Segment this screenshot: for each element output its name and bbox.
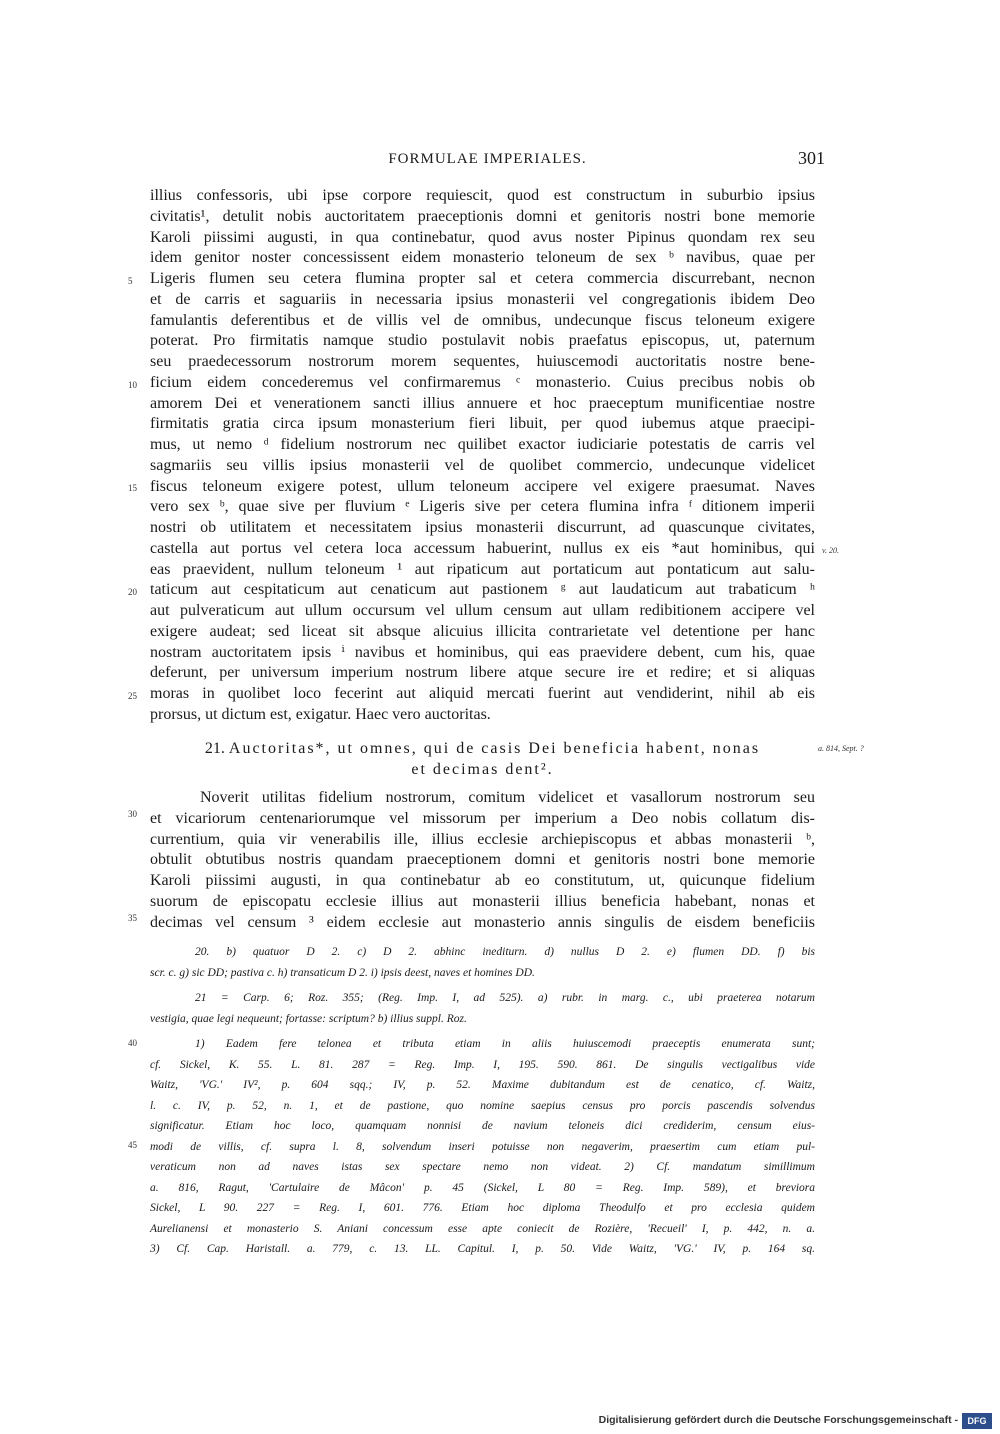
text-line: currentium, quia vir venerabilis ille, illius ecclesie archiepiscopus et abbas monasterii ᵇ, xyxy=(150,830,815,848)
footnote-line: a. 816, Ragut, 'Cartulaire de Mâcon' p. 45 (Sickel, L 80 = Reg. Imp. 589), et breviora xyxy=(150,1181,815,1194)
footnote-line: 3) Cf. Cap. Haristall. a. 779, c. 13. LL. Capitul. I, p. 50. Vide Waitz, 'VG.' IV, p. 164 sq. xyxy=(150,1243,815,1255)
text-line: mus, ut nemo ᵈ fidelium nostrorum nec quilibet exactor iudiciarie potestatis de carris vel xyxy=(150,436,815,453)
digitization-credit: Digitalisierung gefördert durch die Deutsche Forschungsgemeinschaft - xyxy=(598,1414,958,1426)
footnote-line: l. c. IV, p. 52, n. 1, et de pastione, quo nomine saepius census pro porcis pascendis solvendus xyxy=(150,1099,815,1112)
section-heading xyxy=(150,740,815,758)
text-line: castella aut portus vel cetera loca accessum habuerint, nullus ex eis *aut hominibus, qui xyxy=(150,539,815,557)
apparatus-20 xyxy=(150,942,815,983)
footnote-line: 1) Eadem fere telonea et tributa etiam in aliis huiuscemodi praeceptis enumerata sunt; xyxy=(195,1038,815,1050)
line-number: 40 xyxy=(128,1038,137,1048)
text-line: prorsus, ut dictum est, exigatur. Haec vero auctoritas. xyxy=(150,705,491,723)
text-line: Ligeris flumen seu cetera flumina propter sal et cetera commercia discurrebant, necnon xyxy=(150,270,815,287)
line-number: 25 xyxy=(128,691,137,701)
section-heading-line2: et decimas dent². xyxy=(411,761,554,778)
margin-date: a. 814, Sept. ? xyxy=(818,744,864,753)
section-heading-cont xyxy=(150,761,815,779)
text-line: suorum de episcopatu ecclesie illius aut monasterii illius beneficia habebant, nonas et xyxy=(150,892,815,910)
text-line: firmitatis gratia circa ipsum monasterium fieri libuit, per quod iubemus atque praecipi- xyxy=(150,415,815,433)
line-number: 5 xyxy=(128,276,133,286)
dfg-logo: DFG xyxy=(962,1413,992,1429)
text-line: seu praedecessorum nostrorum morem sequentes, huiuscemodi auctoritatis nostre bene- xyxy=(150,353,815,370)
footnote-line: Waitz, 'VG.' IV², p. 604 sqq.; IV, p. 52. Maxime dubitandum est de cenatico, cf. Waitz, xyxy=(150,1079,815,1091)
text-line: amorem Dei et venerationem sancti illius annuere et hoc praeceptum munificentiae nostre xyxy=(150,394,815,412)
section-heading-line1: Auctoritas*, ut omnes, qui de casis Dei beneficia habent, nonas xyxy=(228,740,761,757)
running-title: FORMULAE IMPERIALES. xyxy=(388,151,587,167)
line-number: 20 xyxy=(128,587,137,597)
text-line: fiscus teloneum exigere potest, ullum teloneum accipere vel exigere praesumat. Naves xyxy=(150,477,815,495)
text-line: nostri ob utilitatem et necessitatem ipsius monasterii discurrunt, ad quascunque civitates, xyxy=(150,519,815,536)
text-line: illius confessoris, ubi ipse corpore requiescit, quod est constructum in suburbio ipsius xyxy=(150,187,815,204)
line-number: 15 xyxy=(128,483,137,493)
text-line: ficium eidem concederemus vel confirmaremus ᶜ monasterio. Cuius precibus nobis ob xyxy=(150,373,815,391)
text-line: vero sex ᵇ, quae sive per fluvium ᵉ Ligeris sive per cetera flumina infra ᶠ ditionem imperii xyxy=(150,498,815,516)
text-line: Noverit utilitas fidelium nostrorum, comitum videlicet et vasallorum nostrorum seu xyxy=(200,789,815,806)
text-line: sagmariis seu villis ipsius monasterii vel de quolibet commercio, undecunque videlicet xyxy=(150,456,815,474)
apparatus-21 xyxy=(150,988,815,1029)
section-21-text xyxy=(150,788,815,933)
margin-reference: v. 20. xyxy=(822,546,839,555)
text-line: taticum aut cespitaticum aut cenaticum aut pastionem ᵍ aut laudaticum aut trabaticum ʰ xyxy=(150,581,815,599)
line-number: 35 xyxy=(128,913,137,923)
line-number: 10 xyxy=(128,380,137,390)
line-number: 45 xyxy=(128,1140,137,1150)
text-line: civitatis¹, detulit nobis auctoritatem praeceptionis domni et genitoris nostri bone memorie xyxy=(150,207,815,225)
text-line: nostram auctoritatem ipsis ⁱ navibus et hominibus, qui eas praevidere debent, cum his, quae xyxy=(150,643,815,661)
footnote-line: significatur. Etiam hoc loco, quamquam nonnisi de navium teloneis dici crediderim, censum eius- xyxy=(150,1120,815,1132)
text-line: Karoli piissimi augusti, in qua continebatur ab eo constitutum, ut, quicunque fidelium xyxy=(150,872,815,889)
line-number: 30 xyxy=(128,809,137,819)
text-line: moras in quolibet loco fecerint aut aliquid mercati fuerint aut vendiderint, nihil ab eis xyxy=(150,685,815,702)
text-line: decimas vel censum ³ eidem ecclesie aut monasterio annis singulis de eisdem beneficiis xyxy=(150,913,815,931)
text-line: famulantis deferentibus et de villis vel de omnibus, undecunque fiscus teloneum exigere xyxy=(150,311,815,329)
footnote-line: Sickel, L 90. 227 = Reg. I, 601. 776. Etiam hoc diploma Theodulfo et pro ecclesia quidem xyxy=(150,1202,815,1214)
text-line: idem genitor noster concessissent eidem monasterio teloneum de sex ᵇ navibus, quae per xyxy=(150,249,815,267)
page-header xyxy=(150,148,825,172)
footnote-line: Aurelianensi et monasterio S. Aniani concessum esse apte coniecit de Rozière, 'Recueil' I, p. 442, n. a. xyxy=(150,1222,815,1235)
page-number: 301 xyxy=(798,148,825,168)
text-line: Karoli piissimi augusti, in qua continebatur, quod avus noster Pipinus quondam rex seu xyxy=(150,228,815,246)
note-line: vestigia, quae legi nequeunt; fortasse: scriptum? b) illius suppl. Roz. xyxy=(150,1012,467,1025)
text-line: et de carris et saguariis in necessaria ipsius monasterii vel congregationis ibidem Deo xyxy=(150,290,815,308)
footnotes xyxy=(150,1034,815,1260)
text-line: obtulit obtutibus nostris quandam praeceptionem domni et genitoris nostri bone memorie xyxy=(150,851,815,869)
footnote-line: modi de villis, cf. supra l. 8, solvendum inseri potuisse non negaverim, praesertim cum etiam pul- xyxy=(150,1140,815,1153)
text-line: exigere audeat; sed liceat sit absque alicuius illicita contrarietate vel detentione per hanc xyxy=(150,622,815,640)
note-line: 20. b) quatuor D 2. c) D 2. abhinc inediturn. d) nullus D 2. e) flumen DD. f) bis xyxy=(195,946,815,958)
text-line: et vicariorum centenariorumque vel missorum per imperium a Deo nobis collatum dis- xyxy=(150,809,815,827)
note-line: scr. c. g) sic DD; pastiva c. h) transaticum D 2. i) ipsis deest, naves et homines DD. xyxy=(150,966,535,979)
main-text xyxy=(150,186,815,726)
text-line: deferunt, per universum imperium nostrum libere atque secure ire et redire; et si aliquas xyxy=(150,664,815,682)
note-line: 21 = Carp. 6; Roz. 355; (Reg. Imp. I, ad 525). a) rubr. in marg. c., ubi praeterea notarum xyxy=(195,992,815,1004)
section-number: 21. xyxy=(204,740,225,757)
text-line: poterat. Pro firmitatis namque studio postulavit nobis praefatus episcopus, ut, paternum xyxy=(150,332,815,350)
text-line: eas praevident, nullum teloneum ¹ aut ripaticum aut portaticum aut pontaticum aut salu- xyxy=(150,560,815,578)
footnote-line: veraticum non ad naves istas sex spectare nemo non videat. 2) Cf. mandatum simillimum xyxy=(150,1161,815,1173)
text-line: aut pulveraticum aut ullum occursum vel ullum censum aut ullam redibitionem accipere vel xyxy=(150,602,815,619)
footnote-line: cf. Sickel, K. 55. L. 81. 287 = Reg. Imp. I, 195. 590. 861. De singulis vectigalibus vide xyxy=(150,1058,815,1071)
